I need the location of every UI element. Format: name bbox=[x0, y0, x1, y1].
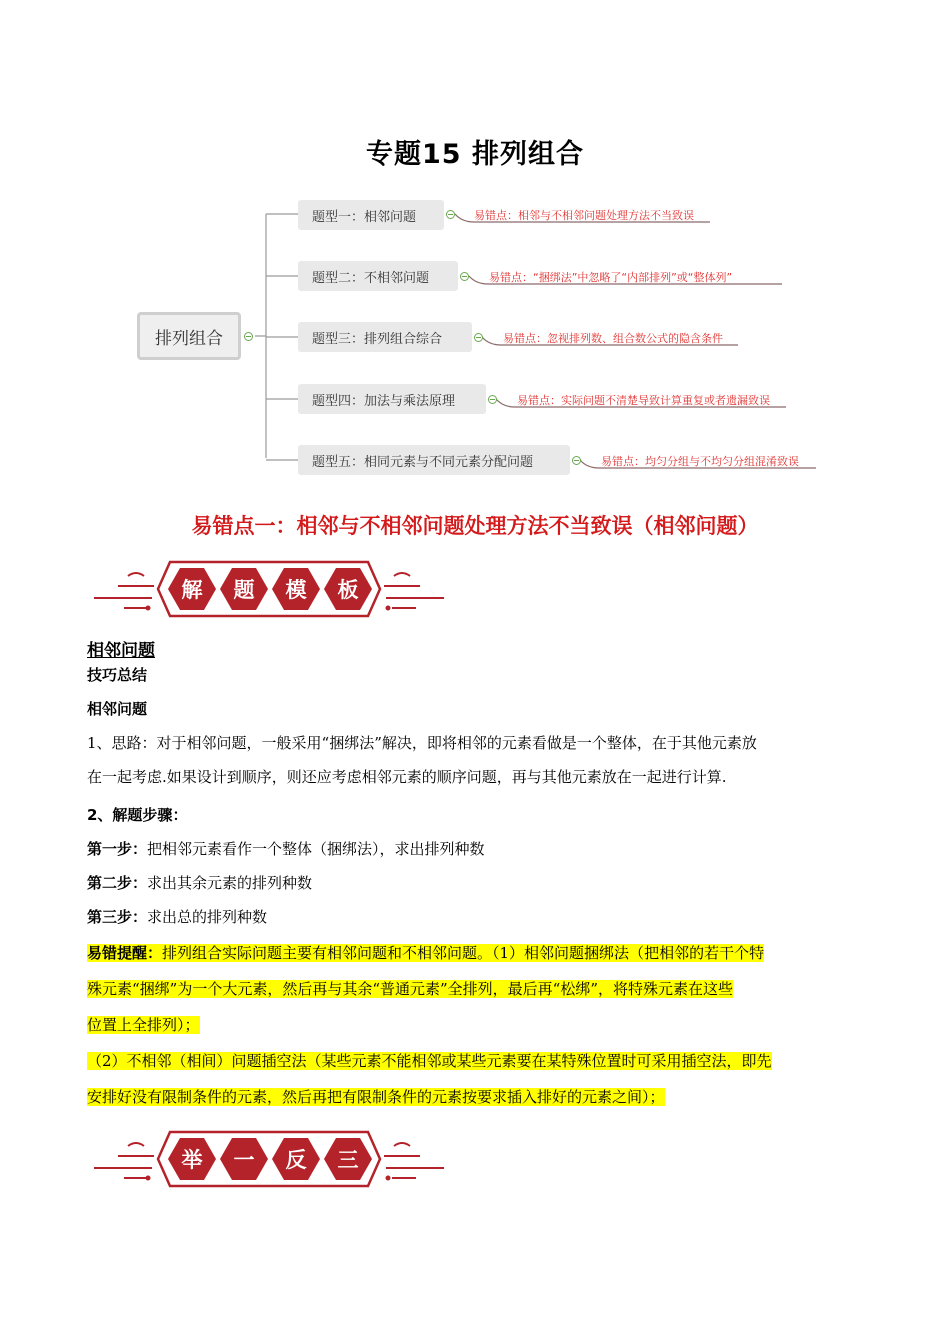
banner-char: 模 bbox=[285, 578, 307, 602]
banner-char: 解 bbox=[181, 578, 203, 602]
collapse-toggle-icon[interactable] bbox=[474, 333, 483, 342]
banner-char: 一 bbox=[233, 1148, 255, 1172]
mindmap-error-label-1: 易错点：相邻与不相邻问题处理方法不当致误 bbox=[474, 209, 694, 222]
banner-examples bbox=[88, 1126, 448, 1192]
mindmap-branch-type-2: 题型二：不相邻问题 bbox=[298, 261, 458, 291]
banner-char: 举 bbox=[181, 1148, 203, 1172]
collapse-toggle-icon[interactable] bbox=[488, 395, 497, 404]
tip-text: 位置上全排列）； bbox=[87, 1016, 200, 1034]
summary-label: 技巧总结 bbox=[87, 666, 148, 684]
step-3-text: 求出总的排列种数 bbox=[147, 908, 268, 926]
banner-char: 板 bbox=[337, 578, 359, 602]
step-2-label: 第二步： bbox=[87, 874, 148, 892]
idea-line-2: 在一起考虑.如果设计到顺序，则还应考虑相邻元素的顺序问题，再与其他元素放在一起进行计算. bbox=[87, 768, 727, 786]
tip-line-2 bbox=[87, 972, 862, 1006]
step-2-text: 求出其余元素的排列种数 bbox=[147, 874, 313, 892]
step-1 bbox=[87, 832, 862, 866]
tip-line-3 bbox=[87, 1008, 862, 1042]
tip-line-5 bbox=[87, 1080, 862, 1114]
tip-text: （2）不相邻（相间）问题插空法（某些元素不能相邻或某些元素要在某特殊位置时可采用插空法，即先 bbox=[87, 1052, 772, 1070]
mindmap-connectors bbox=[0, 0, 950, 500]
section-heading: 易错点一：相邻与不相邻问题处理方法不当致误（相邻问题） bbox=[191, 514, 759, 538]
collapse-toggle-icon[interactable] bbox=[446, 210, 455, 219]
collapse-toggle-icon[interactable] bbox=[572, 456, 581, 465]
mindmap-error-label-2: 易错点：“捆绑法”中忽略了“内部排列”或“整体列” bbox=[489, 271, 733, 284]
idea-line-1: 1、思路：对于相邻问题，一般采用“捆绑法”解决，即将相邻的元素看做是一个整体，在于其他元素放 bbox=[87, 734, 757, 752]
mindmap-error-label-3: 易错点：忽视排列数、组合数公式的隐含条件 bbox=[503, 332, 723, 345]
mindmap-branch-type-3: 题型三：排列组合综合 bbox=[298, 322, 472, 352]
banner-char: 题 bbox=[233, 578, 255, 602]
collapse-toggle-icon[interactable] bbox=[460, 272, 469, 281]
step-3-label: 第三步： bbox=[87, 908, 148, 926]
step-2 bbox=[87, 866, 862, 900]
banner-char: 三 bbox=[337, 1148, 359, 1172]
step-1-text: 把相邻元素看作一个整体（捆绑法），求出排列种数 bbox=[147, 840, 485, 858]
banner-solution-template bbox=[88, 556, 448, 622]
page-title: 专题15 排列组合 bbox=[366, 139, 584, 170]
mindmap-error-label-5: 易错点：均匀分组与不均匀分组混淆致误 bbox=[601, 455, 799, 468]
mindmap-branch-type-1: 题型一：相邻问题 bbox=[298, 200, 444, 230]
tip-line-1 bbox=[87, 936, 862, 970]
tip-line-4 bbox=[87, 1044, 862, 1078]
mindmap-error-label-4: 易错点：实际问题不清楚导致计算重复或者遗漏致误 bbox=[517, 394, 770, 407]
mindmap-branch-type-5: 题型五：相同元素与不同元素分配问题 bbox=[298, 445, 570, 475]
step-3 bbox=[87, 900, 862, 934]
banner-char: 反 bbox=[285, 1148, 307, 1172]
tip-label: 易错提醒： bbox=[87, 944, 163, 962]
mindmap-root: 排列组合 bbox=[137, 312, 241, 360]
mindmap-branch-type-4: 题型四：加法与乘法原理 bbox=[298, 384, 486, 414]
steps-label: 2、解题步骤： bbox=[87, 806, 188, 824]
step-1-label: 第一步： bbox=[87, 840, 148, 858]
tip-text: 排列组合实际问题主要有相邻问题和不相邻问题。（1）相邻问题捆绑法（把相邻的若干个特 bbox=[162, 944, 765, 962]
sub-title: 相邻问题 bbox=[87, 641, 155, 661]
tip-text: 安排好没有限制条件的元素，然后再把有限制条件的元素按要求插入排好的元素之间）； bbox=[87, 1088, 665, 1106]
collapse-toggle-icon[interactable] bbox=[244, 332, 253, 341]
topic-label: 相邻问题 bbox=[87, 700, 148, 718]
tip-text: 殊元素“捆绑”为一个大元素，然后再与其余“普通元素”全排列，最后再“松绑”，将特殊元素在这些 bbox=[87, 980, 734, 998]
